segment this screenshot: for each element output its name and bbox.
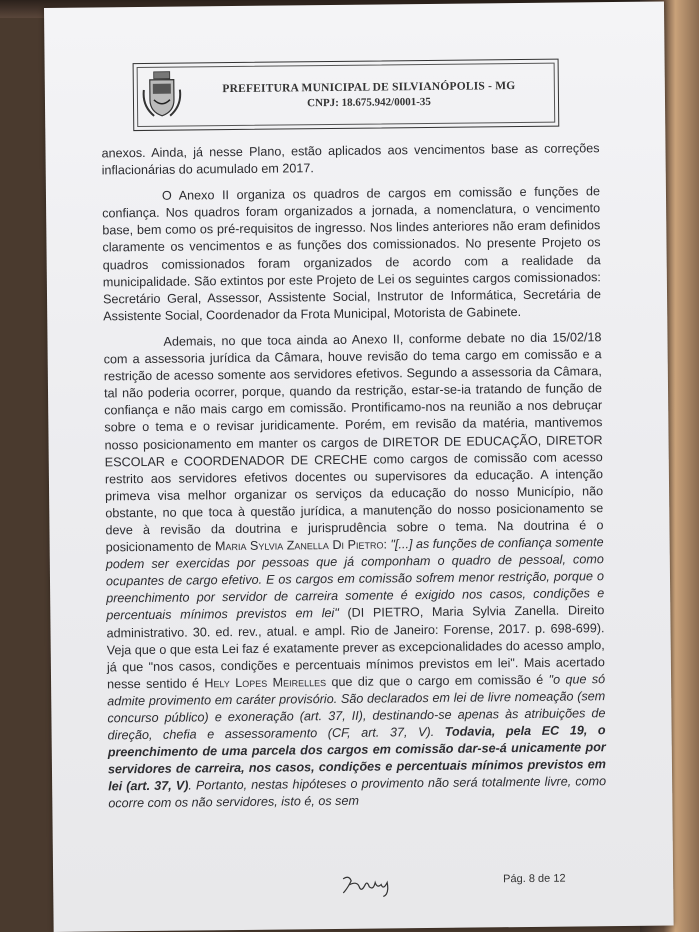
paragraph-3-text-d: que diz que o cargo em comissão é <box>325 672 549 689</box>
document-body <box>101 140 606 813</box>
paragraph-3 <box>103 329 606 813</box>
paragraph-3-text-a: Ademais, no que toca ainda ao Anexo II, conforme debate no dia 15/02/18 com a assessoria jurídica da Câmara, houve revisão do tema cargo em comissão e a restrição de acesso somente aos servidores efetivos. Segundo a assessoria da Câmara, tal não poderia ocorrer, porque, quando da restrição, estar-se-ia tratando de função de confiança e não mais cargo em comissão. Prontificamo-nos na reunião a nos debruçar sobre o tema e o revisar juridicamente. Porém, em revisão da matéria, mantivemos nosso posicionamento em manter os cargos de DIRETOR DE EDUCAÇÃO, DIRETOR ESCOLAR e COORDENADOR DE CRECHE como cargos de comissão com acesso restrito aos servidores efetivos docentes ou supervisores da educação. A intenção primeva visa melhor organizar os serviços da educação do nosso Município, não obstante, no que toca à questão jurídica, a manutenção do nosso posicionamento se deve à revisão da doutrina e jurisprudência sobre o tema. Na doutrina é o posicionamento de <box>103 330 604 555</box>
author-di-pietro: Maria Sylvia Zanella Di Pietro <box>214 537 384 554</box>
quote-meirelles-c: . Portanto, nestas hipóteses o provimento não será totalmente livre, como ocorre com os não servidores, isto é, os sem <box>108 774 607 811</box>
letterhead <box>133 59 560 131</box>
quote-meirelles-a: "o que só admite provimento em caráter provisório. São declarados em lei de livre nomeação (sem concurso público) e exoneração (art. 37, II), destinando-se apenas às atribuições de direção, chefia e assessoramento (CF, art. 37, V). <box>107 671 606 743</box>
paragraph-2: O Anexo II organiza os quadros de cargos em comissão e funções de confiança. Nos quadros foram organizados a jornada, a nomenclatura, o vencimento base, bem como os pré-requisitos de ingresso. Nos lindes anteriores não eram definidos claramente os vencimentos e as funções dos comissionados. No presente Projeto os quadros comissionados foram organizados de acordo com a realidade da municipalidade. São extintos por este Projeto de Lei os seguintes cargos comissionados: Secretário Geral, Assessor, Assistente Social, Instrutor de Informática, Secretária de Assistente Social, Coordenador da Frota Municipal, Motorista de Gabinete. <box>102 184 602 324</box>
signature-initials-icon <box>339 872 399 899</box>
letterhead-title: PREFEITURA MUNICIPAL DE SILVIANÓPOLIS - MG <box>222 80 516 96</box>
paragraph-1: anexos. Ainda, já nesse Plano, estão aplicados aos vencimentos base as correções inflacionárias do acumulado em 2017. <box>101 141 600 178</box>
document-page <box>44 2 674 932</box>
paragraph-3-text-c: (DI PIETRO, Maria Sylvia Zanella. Direito administrativo. 30. ed. rev., atual. e ampl. Rio de Janeiro: Forense, 2017. p. 698-699). Veja que o que esta Lei faz é exatamente prever as excepcionalidades do acesso amplo, já que "nos casos, condições e percentuais mínimos previstos em lei". Mais acertado nesse sentido é <box>106 603 605 692</box>
municipal-crest-icon <box>142 70 183 120</box>
paragraph-3-text-b: : <box>383 537 391 552</box>
quote-meirelles-bold: Todavia, pela EC 19, o preenchimento de uma parcela dos cargos em comissão dar-se-á unicamente por servidores de carreira, nos casos, condições e percentuais mínimos previstos em lei (art. 37, V) <box>107 723 607 794</box>
page-number: Pág. 8 de 12 <box>503 872 566 886</box>
letterhead-cnpj: CNPJ: 18.675.942/0001-35 <box>307 95 431 110</box>
quote-di-pietro: "[...] as funções de confiança somente podem ser exercidas por pessoas que já componham o quadro de pessoal, como ocupantes de cargo efetivo. E os cargos em comissão sofrem menor restrição, porque o preenchimento por servidor de carreira somente é exigido nos casos, condições e percentuais mínimos previstos em lei" <box>105 535 605 623</box>
author-meirelles: Hely Lopes Meirelles <box>204 674 327 691</box>
